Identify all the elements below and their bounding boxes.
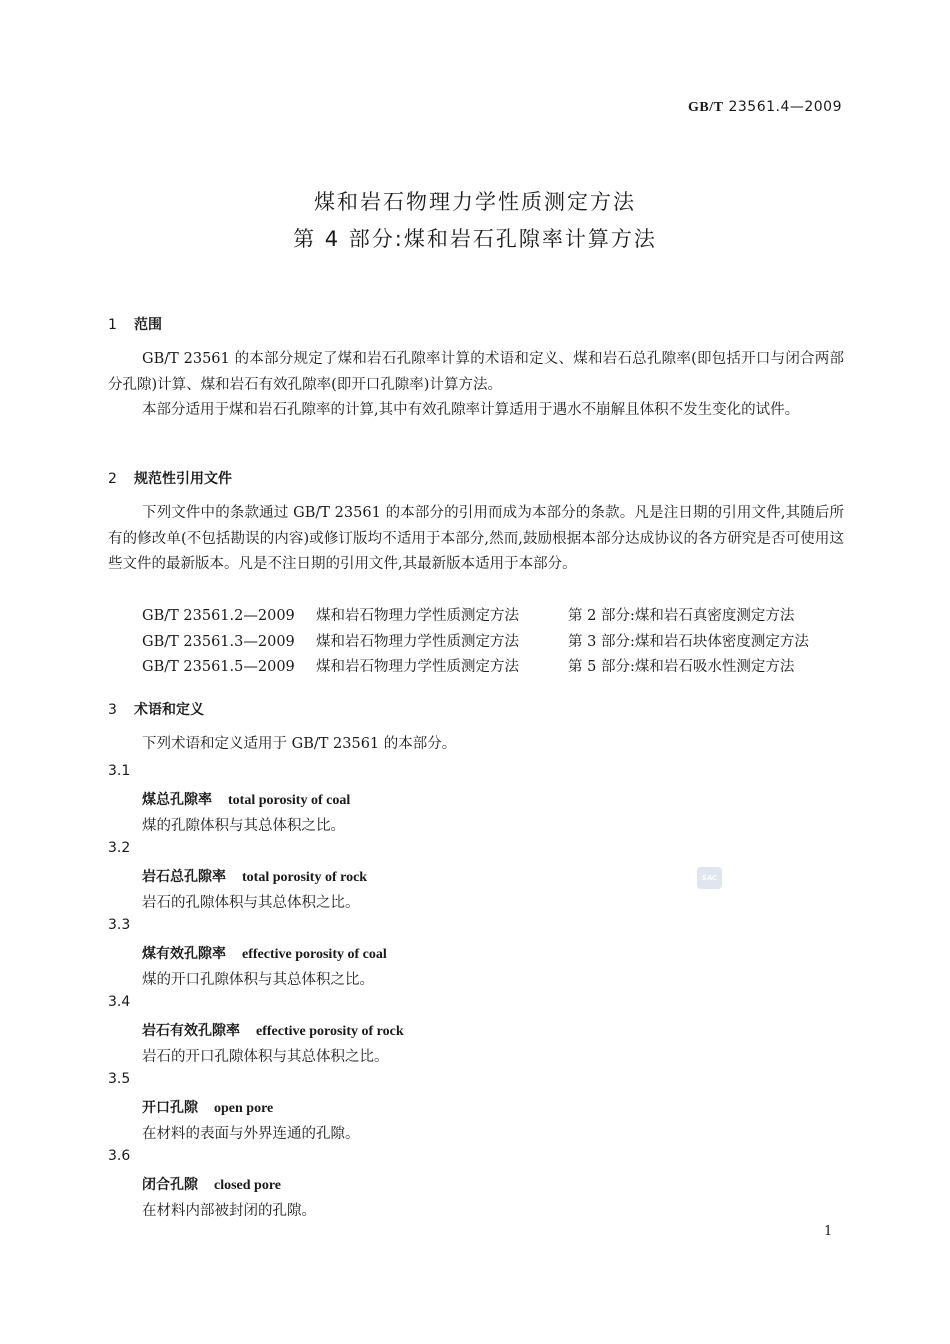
term-number: 3.3 xyxy=(108,917,131,933)
term-zh: 煤总孔隙率 xyxy=(142,792,212,808)
reference-code: GB/T 23561.5—2009 xyxy=(142,659,295,675)
term-definition: 在材料的表面与外界连通的孔隙。 xyxy=(142,1126,360,1142)
term-number: 3.2 xyxy=(108,840,131,856)
term-name xyxy=(108,943,878,963)
term-definition: 在材料内部被封闭的孔隙。 xyxy=(142,1203,316,1219)
term-number: 3.4 xyxy=(108,994,131,1010)
reference-part: 第 2 部分:煤和岩石真密度测定方法 xyxy=(568,608,795,624)
term-en: effective porosity of coal xyxy=(242,947,387,962)
reference-code: GB/T 23561.2—2009 xyxy=(142,608,295,624)
standard-number xyxy=(688,99,842,116)
term-name xyxy=(108,1020,878,1040)
term-zh: 岩石有效孔隙率 xyxy=(142,1023,240,1039)
reference-item xyxy=(108,655,878,681)
term-zh: 岩石总孔隙率 xyxy=(142,869,226,885)
term-number: 3.1 xyxy=(108,763,131,779)
sac-watermark-logo: SAC xyxy=(697,867,722,889)
reference-code: GB/T 23561.3—2009 xyxy=(142,634,295,650)
section-3-heading xyxy=(108,699,844,719)
page-number: 1 xyxy=(824,1224,833,1239)
term-name xyxy=(108,789,878,809)
term-definition: 煤的孔隙体积与其总体积之比。 xyxy=(142,818,345,834)
term-name xyxy=(108,866,878,886)
section-number: 1 xyxy=(108,317,117,333)
reference-title: 煤和岩石物理力学性质测定方法 xyxy=(316,634,519,650)
section-1-paragraph-2: 本部分适用于煤和岩石孔隙率的计算,其中有效孔隙率计算适用于遇水不崩解且体积不发生变化的试件。 xyxy=(142,402,800,418)
section-1-heading xyxy=(108,314,844,334)
reference-part: 第 3 部分:煤和岩石块体密度测定方法 xyxy=(568,634,809,650)
term-zh: 闭合孔隙 xyxy=(142,1177,198,1193)
standard-prefix: GB/T xyxy=(688,100,724,115)
term-zh: 煤有效孔隙率 xyxy=(142,946,226,962)
section-number: 2 xyxy=(108,471,117,487)
section-title: 范围 xyxy=(134,317,162,333)
standard-code: 23561.4—2009 xyxy=(728,99,842,115)
section-2-heading xyxy=(108,468,844,488)
section-2-intro: 下列文件中的条款通过 GB/T 23561 的本部分的引用而成为本部分的条款。凡是注日期的引用文件,其随后所有的修改单(不包括勘误的内容)或修订版均不适用于本部分,然而,鼓励根据本部分达成协议的各方研究是否可使用这些文件的最新版本。凡是不注日期的引用文件,其最新版本适用于本部分。 xyxy=(108,505,844,572)
term-number: 3.5 xyxy=(108,1071,131,1087)
term-en: total porosity of coal xyxy=(228,793,351,808)
term-zh: 开口孔隙 xyxy=(142,1100,198,1116)
term-definition: 煤的开口孔隙体积与其总体积之比。 xyxy=(142,972,374,988)
term-definition: 岩石的孔隙体积与其总体积之比。 xyxy=(142,895,360,911)
reference-title: 煤和岩石物理力学性质测定方法 xyxy=(316,608,519,624)
term-name xyxy=(108,1097,878,1117)
term-en: open pore xyxy=(214,1101,274,1116)
reference-item xyxy=(108,630,878,656)
term-en: total porosity of rock xyxy=(242,870,368,885)
term-name xyxy=(108,1174,878,1194)
document-title: 煤和岩石物理力学性质测定方法 xyxy=(314,190,636,214)
reference-part: 第 5 部分:煤和岩石吸水性测定方法 xyxy=(568,659,795,675)
section-3-intro: 下列术语和定义适用于 GB/T 23561 的本部分。 xyxy=(142,736,457,752)
reference-title: 煤和岩石物理力学性质测定方法 xyxy=(316,659,519,675)
term-number: 3.6 xyxy=(108,1148,131,1164)
document-subtitle: 第 4 部分:煤和岩石孔隙率计算方法 xyxy=(293,227,657,251)
section-title: 术语和定义 xyxy=(134,702,204,718)
term-definition: 岩石的开口孔隙体积与其总体积之比。 xyxy=(142,1049,389,1065)
section-title: 规范性引用文件 xyxy=(134,471,232,487)
term-en: effective porosity of rock xyxy=(256,1024,404,1039)
reference-item xyxy=(108,604,878,630)
section-number: 3 xyxy=(108,702,117,718)
section-1-paragraph-1: GB/T 23561 的本部分规定了煤和岩石孔隙率计算的术语和定义、煤和岩石总孔隙率(即包括开口与闭合两部分孔隙)计算、煤和岩石有效孔隙率(即开口孔隙率)计算方法。 xyxy=(108,351,844,393)
term-en: closed pore xyxy=(214,1178,282,1193)
